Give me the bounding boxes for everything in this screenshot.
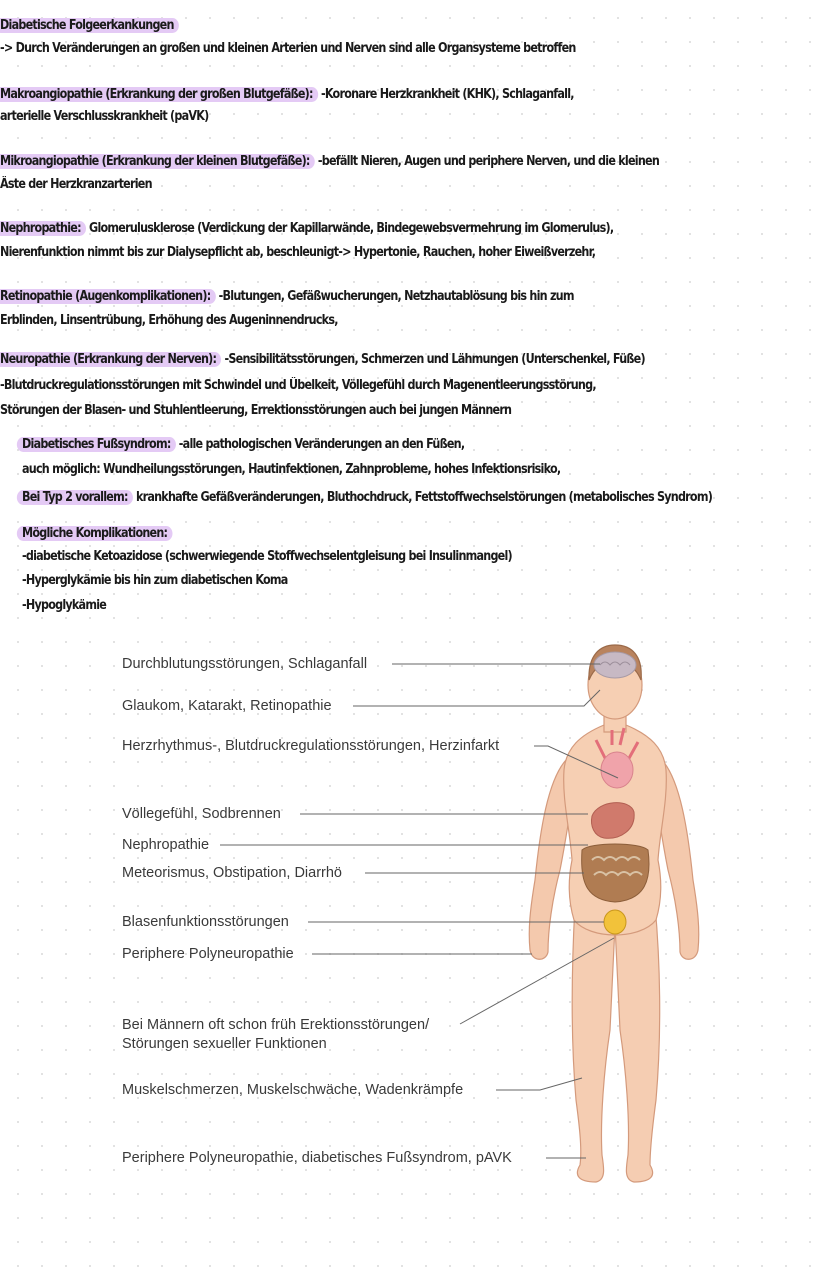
label-augen: Glaukom, Katarakt, Retinopathie (122, 698, 332, 714)
note-intro: -> Durch Veränderungen an großen und kleinen Arterien und Nerven sind alle Organsysteme betroffen (0, 41, 576, 56)
note-title-line (0, 17, 179, 35)
bladder-shape (604, 910, 626, 934)
kompl-item: -Hyperglykämie bis hin zum diabetischen Koma (22, 573, 288, 588)
retino-text-1: -Blutungen, Gefäßwucherungen, Netzhautablösung bis hin zum (215, 289, 574, 304)
makro-text-1: -Koronare Herzkrankheit (KHK), Schlaganfall, (317, 87, 574, 102)
mikro-label: Mikroangiopathie (Erkrankung der kleinen Blutgefäße): (0, 154, 315, 169)
makro-label: Makroangiopathie (Erkrankung der großen Blutgefäße): (0, 87, 318, 102)
neuro-text-1: -Sensibilitätsstörungen, Schmerzen und Lähmungen (Unterschenkel, Füße) (221, 352, 645, 367)
heart-shape (601, 752, 633, 788)
neuro-line-1 (0, 351, 645, 369)
fuss-text-1: -alle pathologischen Veränderungen an den Füßen, (175, 437, 465, 452)
label-blase: Blasenfunktionsstörungen (122, 914, 289, 930)
neuro-text-2: -Blutdruckregulationsstörungen mit Schwindel und Übelkeit, Völlegefühl durch Magenentleerungsstörung, (0, 378, 596, 393)
kompl-item: -Hypoglykämie (22, 598, 107, 613)
mikro-text-2: Äste der Herzkranzarterien (0, 177, 152, 192)
nephro-line-1 (0, 220, 613, 238)
typ2-line-1 (22, 489, 712, 507)
mikro-line-1 (0, 153, 659, 171)
fuss-line-1 (22, 436, 464, 454)
label-herz: Herzrhythmus-, Blutdruckregulationsstörungen, Herzinfarkt (122, 738, 500, 754)
label-magen: Völlegefühl, Sodbrennen (122, 806, 281, 822)
label-erektion-2: Störungen sexueller Funktionen (122, 1036, 327, 1052)
kompl-item: -diabetische Ketoazidose (schwerwiegende Stoffwechselentgleisung bei Insulinmangel) (22, 549, 512, 564)
label-erektion-1: Bei Männern oft schon früh Erektionsstörungen/ (122, 1017, 430, 1033)
leader-line (496, 1078, 582, 1090)
label-muskel: Muskelschmerzen, Muskelschwäche, Wadenkrämpfe (122, 1082, 464, 1098)
nephro-text-2: Nierenfunktion nimmt bis zur Dialysepflicht ab, beschleunigt-> Hypertonie, Rauchen, hoher Eiweißverzehr, (0, 245, 596, 260)
label-darm: Meteorismus, Obstipation, Diarrhö (122, 865, 342, 881)
fuss-label: Diabetisches Fußsyndrom: (17, 437, 176, 452)
label-polyneuropathie: Periphere Polyneuropathie (122, 946, 294, 962)
label-fuss: Periphere Polyneuropathie, diabetisches Fußsyndrom, pAVK (122, 1150, 512, 1166)
note-title: Diabetische Folgeerkankungen (0, 18, 179, 33)
kompl-label: Mögliche Komplikationen: (17, 526, 173, 541)
label-nephropathie: Nephropathie (122, 837, 210, 853)
typ2-text-1: krankhafte Gefäßveränderungen, Bluthochdruck, Fettstoffwechselstörungen (metabolisches Syndrom) (132, 490, 713, 505)
label-durchblutung: Durchblutungsstörungen, Schlaganfall (122, 656, 368, 672)
anatomy-figure (0, 630, 828, 1190)
nephro-label: Nephropathie: (0, 221, 86, 236)
nephro-text-1: Glomerulusklerose (Verdickung der Kapillarwände, Bindegewebsvermehrung im Glomerulus), (85, 221, 614, 236)
kompl-line-1 (22, 525, 172, 543)
neuro-label: Neuropathie (Erkrankung der Nerven): (0, 352, 221, 367)
typ2-label: Bei Typ 2 vorallem: (17, 490, 133, 505)
fuss-text-2: auch möglich: Wundheilungsstörungen, Hautinfektionen, Zahnprobleme, hohes Infektionsrisiko, (22, 462, 561, 477)
makro-line-1 (0, 86, 574, 104)
retino-label: Retinopathie (Augenkomplikationen): (0, 289, 216, 304)
makro-text-2: arterielle Verschlusskrankheit (paVK) (0, 109, 209, 124)
neuro-text-3: Störungen der Blasen- und Stuhlentleerung, Errektionsstörungen auch bei jungen Männern (0, 403, 512, 418)
leader-line (353, 690, 600, 706)
retino-line-1 (0, 288, 574, 306)
retino-text-2: Erblinden, Linsentrübung, Erhöhung des Augeninnendrucks, (0, 313, 338, 328)
mikro-text-1: -befällt Nieren, Augen und periphere Nerven, und die kleinen (314, 154, 660, 169)
